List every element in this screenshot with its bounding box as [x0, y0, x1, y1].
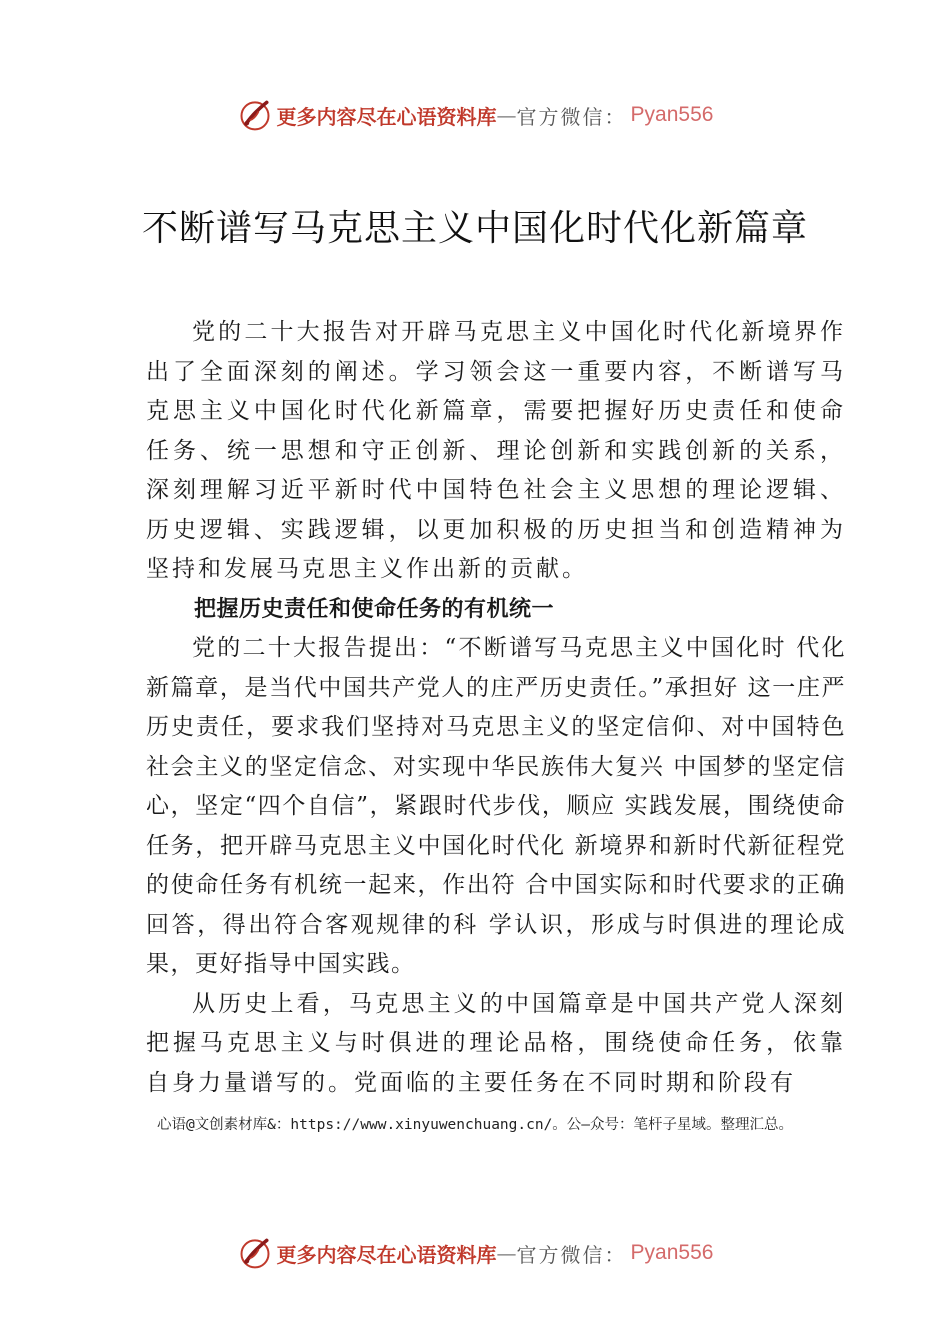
banner-slogan: 更多内容尽在心语资料库 [276, 1242, 497, 1267]
banner-separator: — [496, 1241, 517, 1265]
footer-banner [0, 1228, 950, 1278]
page-title: 不断谱写马克思主义中国化时代化新篇章 [141, 208, 808, 249]
paragraph-history: 从历史上看，马克思主义的中国篇章是中国共产党人深刻把握马克思主义与时俱进的理论品格，围绕使命任务，依靠自身力量谱写的。党面临的主要任务在不同时期和阶段有 [146, 990, 846, 1096]
banner-separator: — [496, 103, 517, 127]
banner-label: 官方微信： [516, 104, 627, 129]
header-banner [0, 90, 950, 140]
footer-note: 心语@文创素材库&：https://www.xinyuwenchuang.cn/。公—众号：笔杆子星域。整理汇总。 [156, 1117, 794, 1133]
article-body [146, 313, 846, 1103]
paragraph-responsibility: 党的二十大报告提出：“不断谱写马克思主义中国化时 代化新篇章，是当代中国共产党人的庄严历史责任。”承担好 这一庄严历史责任，要求我们坚持对马克思主义的坚定信仰、对中国特色社会主义的坚定信念、对实现中华民族伟大复兴 中国梦的坚定信心，坚定“四个自信”，紧跟时代步伐，顺应 实践发展，围绕使命任务，把开辟马克思主义中国化时代化 新境界和新时代新征程党的使命任务有机统一起来，作出符 合中国实际和时代要求的正确回答，得出符合客观规律的科 学认识，形成与时俱进的理论成果，更好指导中国实践。 [146, 635, 846, 977]
ink-brush-logo-icon [237, 97, 273, 133]
banner-label: 官方微信： [516, 1242, 627, 1267]
banner-wechat-id: Pyan556 [630, 103, 714, 126]
ink-brush-logo-icon [237, 1235, 273, 1271]
paragraph-intro: 党的二十大报告对开辟马克思主义中国化时代化新境界作出了全面深刻的阐述。学习领会这一重要内容，不断谱写马克思主义中国化时代化新篇章，需要把握好历史责任和使命任务、统一思想和守正创新、理论创新和实践创新的关系，深刻理解习近平新时代中国特色社会主义思想的理论逻辑、历史逻辑、实践逻辑，以更加积极的历史担当和创造精神为坚持和发展马克思主义作出新的贡献。 [146, 319, 846, 582]
section-heading: 把握历史责任和使命任务的有机统一 [194, 596, 555, 622]
banner-wechat-id: Pyan556 [630, 1241, 714, 1264]
banner-slogan: 更多内容尽在心语资料库 [276, 104, 497, 129]
